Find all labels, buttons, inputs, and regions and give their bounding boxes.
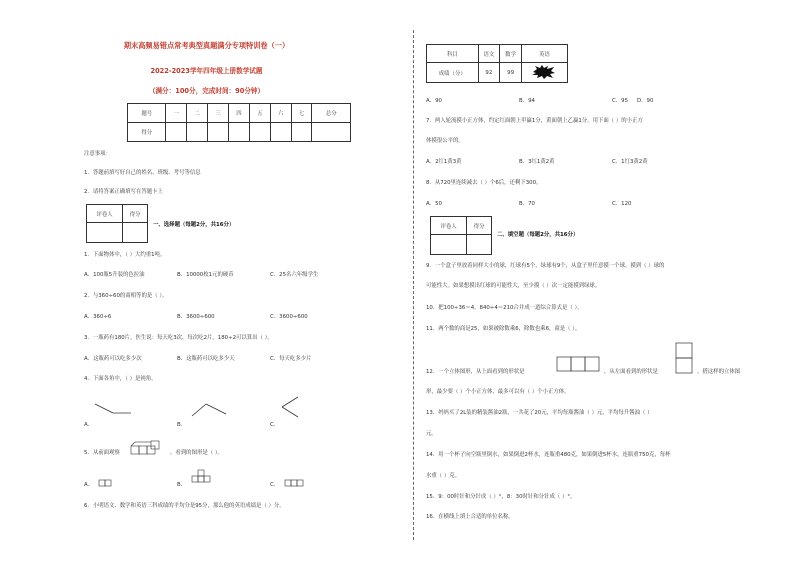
option-c[interactable]: C．95 bbox=[612, 98, 629, 104]
grader-input[interactable] bbox=[87, 223, 123, 243]
question-11: 11．两个数的商是25，如果被除数乘6，除数也乘6，商是（ ）。 bbox=[426, 326, 581, 332]
angle-figure-b bbox=[190, 400, 230, 420]
option-c[interactable]: C． bbox=[270, 482, 280, 488]
question-5-end: ，看到的图形是（ ）。 bbox=[170, 450, 223, 456]
option-c[interactable]: C．25名六年级学生 bbox=[270, 272, 319, 278]
section-title: 一、选择题（每题2分，共16分） bbox=[153, 222, 235, 228]
question-5-start: 5．从前面观察 bbox=[84, 450, 120, 456]
option-a[interactable]: A． bbox=[84, 422, 94, 428]
question-9-cont: 可能性大。如果想摸出红球的可能性大，至少摸（ ）次一定能摸到绿球。 bbox=[426, 283, 601, 289]
question-4: 4．下面各角中，（ ）是钝角。 bbox=[84, 376, 157, 382]
score-header-cell: 三 bbox=[208, 104, 229, 123]
question-7-cont: 体摸很公平的。 bbox=[426, 138, 464, 144]
question-6: 6．小明语文、数学和英语三科成绩的平均分是95分，那么他的英语成绩是（ ）分。 bbox=[84, 503, 285, 509]
score-header-cell: 五 bbox=[249, 104, 270, 123]
score-input-cell[interactable] bbox=[187, 123, 208, 142]
page-title: 期末高频易错点常考典型真题满分专项特训卷（一） bbox=[123, 41, 290, 50]
score-header-cell: 总分 bbox=[312, 104, 351, 123]
option-b[interactable]: B．3600÷600 bbox=[177, 314, 215, 320]
question-7: 7．两人轮流摸小正方体，约定红面朝上甲赢1分，黄面朝上乙赢1分。用下面（ ）的小正方 bbox=[426, 118, 643, 124]
question-8: 8．从720里连续减去（ ）个6后，还剩下300。 bbox=[426, 180, 542, 186]
score-header-cell: 二 bbox=[187, 104, 208, 123]
grades-header-cell: 科目 bbox=[427, 45, 479, 63]
score-input-cell[interactable] bbox=[166, 123, 187, 142]
score-header-cell: 七 bbox=[291, 104, 312, 123]
ink-blot-cell bbox=[521, 63, 567, 83]
grade-value: 99 bbox=[500, 63, 522, 83]
question-1: 1．下面物体中，（ ）大约重1吨。 bbox=[84, 252, 166, 258]
question-12-end: 。搭这样的立体图 bbox=[697, 369, 741, 375]
question-10: 10．把100÷36＝4，840÷4＝210合并成一道综合算式是（ ）。 bbox=[426, 305, 583, 311]
option-b[interactable]: B．70 bbox=[519, 201, 535, 207]
score-header-cell: 一 bbox=[166, 104, 187, 123]
question-12-cont: 形，最少要（ ）个小正方体，最多可以有（ ）个小正方体。 bbox=[426, 389, 570, 395]
score-input-cell[interactable] bbox=[229, 123, 250, 142]
option-c[interactable]: C．120 bbox=[612, 201, 632, 207]
cube-stack-figure bbox=[129, 440, 165, 456]
option-b[interactable]: B． bbox=[177, 422, 187, 428]
score-input-cell[interactable] bbox=[312, 123, 351, 142]
top-view-figure bbox=[556, 356, 602, 372]
grader-label: 评卷人 bbox=[87, 205, 123, 223]
option-a[interactable]: A．50 bbox=[426, 201, 442, 207]
option-c[interactable]: C．1红3黄2黄 bbox=[612, 159, 648, 165]
score-label: 得分 bbox=[467, 217, 492, 235]
section-title: 二、填空题（每题2分，共16分） bbox=[497, 232, 579, 238]
score-input[interactable] bbox=[467, 235, 492, 255]
score-row-label: 得分 bbox=[128, 123, 166, 142]
question-12-mid: ，从左面看到的形状是 bbox=[604, 369, 658, 375]
note-item: 1．答题前填写好自己的姓名、班级、考号等信息 bbox=[84, 170, 201, 176]
score-table bbox=[127, 103, 351, 142]
grades-header-cell: 语文 bbox=[478, 45, 500, 63]
grader-input[interactable] bbox=[431, 235, 467, 255]
question-15: 15．9：00时针和分针成（ ）°，8：30时针和分针成（ ）°。 bbox=[426, 494, 576, 500]
view-figure-c bbox=[285, 476, 309, 488]
side-view-figure bbox=[675, 342, 695, 374]
score-input-cell[interactable] bbox=[208, 123, 229, 142]
page-subtitle: 2022-2023学年四年级上册数学试题 bbox=[150, 67, 263, 75]
option-a[interactable]: A．90 bbox=[426, 98, 442, 104]
view-figure-b bbox=[192, 470, 212, 486]
option-b[interactable]: B．3红1黄2黄 bbox=[519, 159, 555, 165]
question-16: 16．在横线上填上合适的单位名称。 bbox=[426, 514, 514, 520]
score-header-cell: 六 bbox=[270, 104, 291, 123]
grader-box bbox=[430, 216, 492, 255]
question-9: 9．一个盒子里放着同样大小的球，红球有5个，绿球有9个，从盒子里任意摸一个球，摸到（ ）球的 bbox=[426, 263, 665, 269]
question-12-start: 12．一个立体图形，从上面看到的形状是 bbox=[426, 369, 525, 375]
score-input[interactable] bbox=[123, 223, 148, 243]
option-c[interactable]: C． bbox=[270, 422, 280, 428]
question-14: 14．用一个杯子向空瓶里倒水，如果倒进2杯水，连瓶重480克，如果倒进5杯水，连瓶重750克，每杯 bbox=[426, 452, 671, 458]
score-input-cell[interactable] bbox=[270, 123, 291, 142]
option-c[interactable]: C．3600÷600 bbox=[270, 314, 308, 320]
score-label: 得分 bbox=[123, 205, 148, 223]
option-a[interactable]: A．360÷6 bbox=[84, 314, 112, 320]
grades-header-cell: 数学 bbox=[500, 45, 522, 63]
option-c[interactable]: C．每天吃多少片 bbox=[270, 356, 312, 362]
angle-figure-c bbox=[280, 395, 320, 421]
score-input-cell[interactable] bbox=[249, 123, 270, 142]
page-divider bbox=[413, 30, 414, 540]
score-header-cell: 题号 bbox=[128, 104, 166, 123]
question-14-cont: 水重（ ）克。 bbox=[426, 473, 461, 479]
grades-table bbox=[426, 44, 568, 83]
option-a[interactable]: A． bbox=[84, 482, 94, 488]
exam-meta: （满分：100分，完成时间：90分钟） bbox=[148, 87, 265, 95]
option-d[interactable]: D．90 bbox=[637, 98, 654, 104]
notes-title: 注意事项： bbox=[84, 151, 111, 157]
option-b[interactable]: B． bbox=[177, 482, 187, 488]
grades-row-label: 成绩（分） bbox=[427, 63, 479, 83]
option-b[interactable]: B．10000枚1元的硬币 bbox=[177, 272, 234, 278]
grades-header-cell: 英语 bbox=[521, 45, 567, 63]
option-b[interactable]: B．94 bbox=[519, 98, 535, 104]
score-header-cell: 四 bbox=[229, 104, 250, 123]
note-item: 2．请将答案正确填写在答题卡上 bbox=[84, 189, 163, 195]
grader-label: 评卷人 bbox=[431, 217, 467, 235]
option-b[interactable]: B．这瓶药可以吃多少天 bbox=[177, 356, 235, 362]
view-figure-a bbox=[99, 476, 119, 488]
grade-value: 92 bbox=[478, 63, 500, 83]
option-a[interactable]: A．2红1黄3黄 bbox=[426, 159, 462, 165]
grader-box bbox=[86, 204, 148, 243]
angle-figure-a bbox=[93, 400, 133, 420]
ink-blot-icon bbox=[532, 65, 556, 79]
option-a[interactable]: A．这瓶药可以吃多少次 bbox=[84, 356, 142, 362]
score-input-cell[interactable] bbox=[291, 123, 312, 142]
option-a[interactable]: A．100瓶5升装的色拉油 bbox=[84, 272, 145, 278]
question-13-cont: 元。 bbox=[426, 431, 437, 437]
question-13: 13．妈妈买了2L装的精装酱油2瓶，一共花了20元，平均每瓶酱油（ ）元，平均每升酱油（ ） bbox=[426, 410, 653, 416]
question-2: 2．与360÷60的商相等的是（ ）。 bbox=[84, 293, 168, 299]
question-3: 3．一瓶药有180片，医生说：每天吃3次，每次吃2片。180÷2可以算出（ ）。 bbox=[84, 335, 273, 341]
